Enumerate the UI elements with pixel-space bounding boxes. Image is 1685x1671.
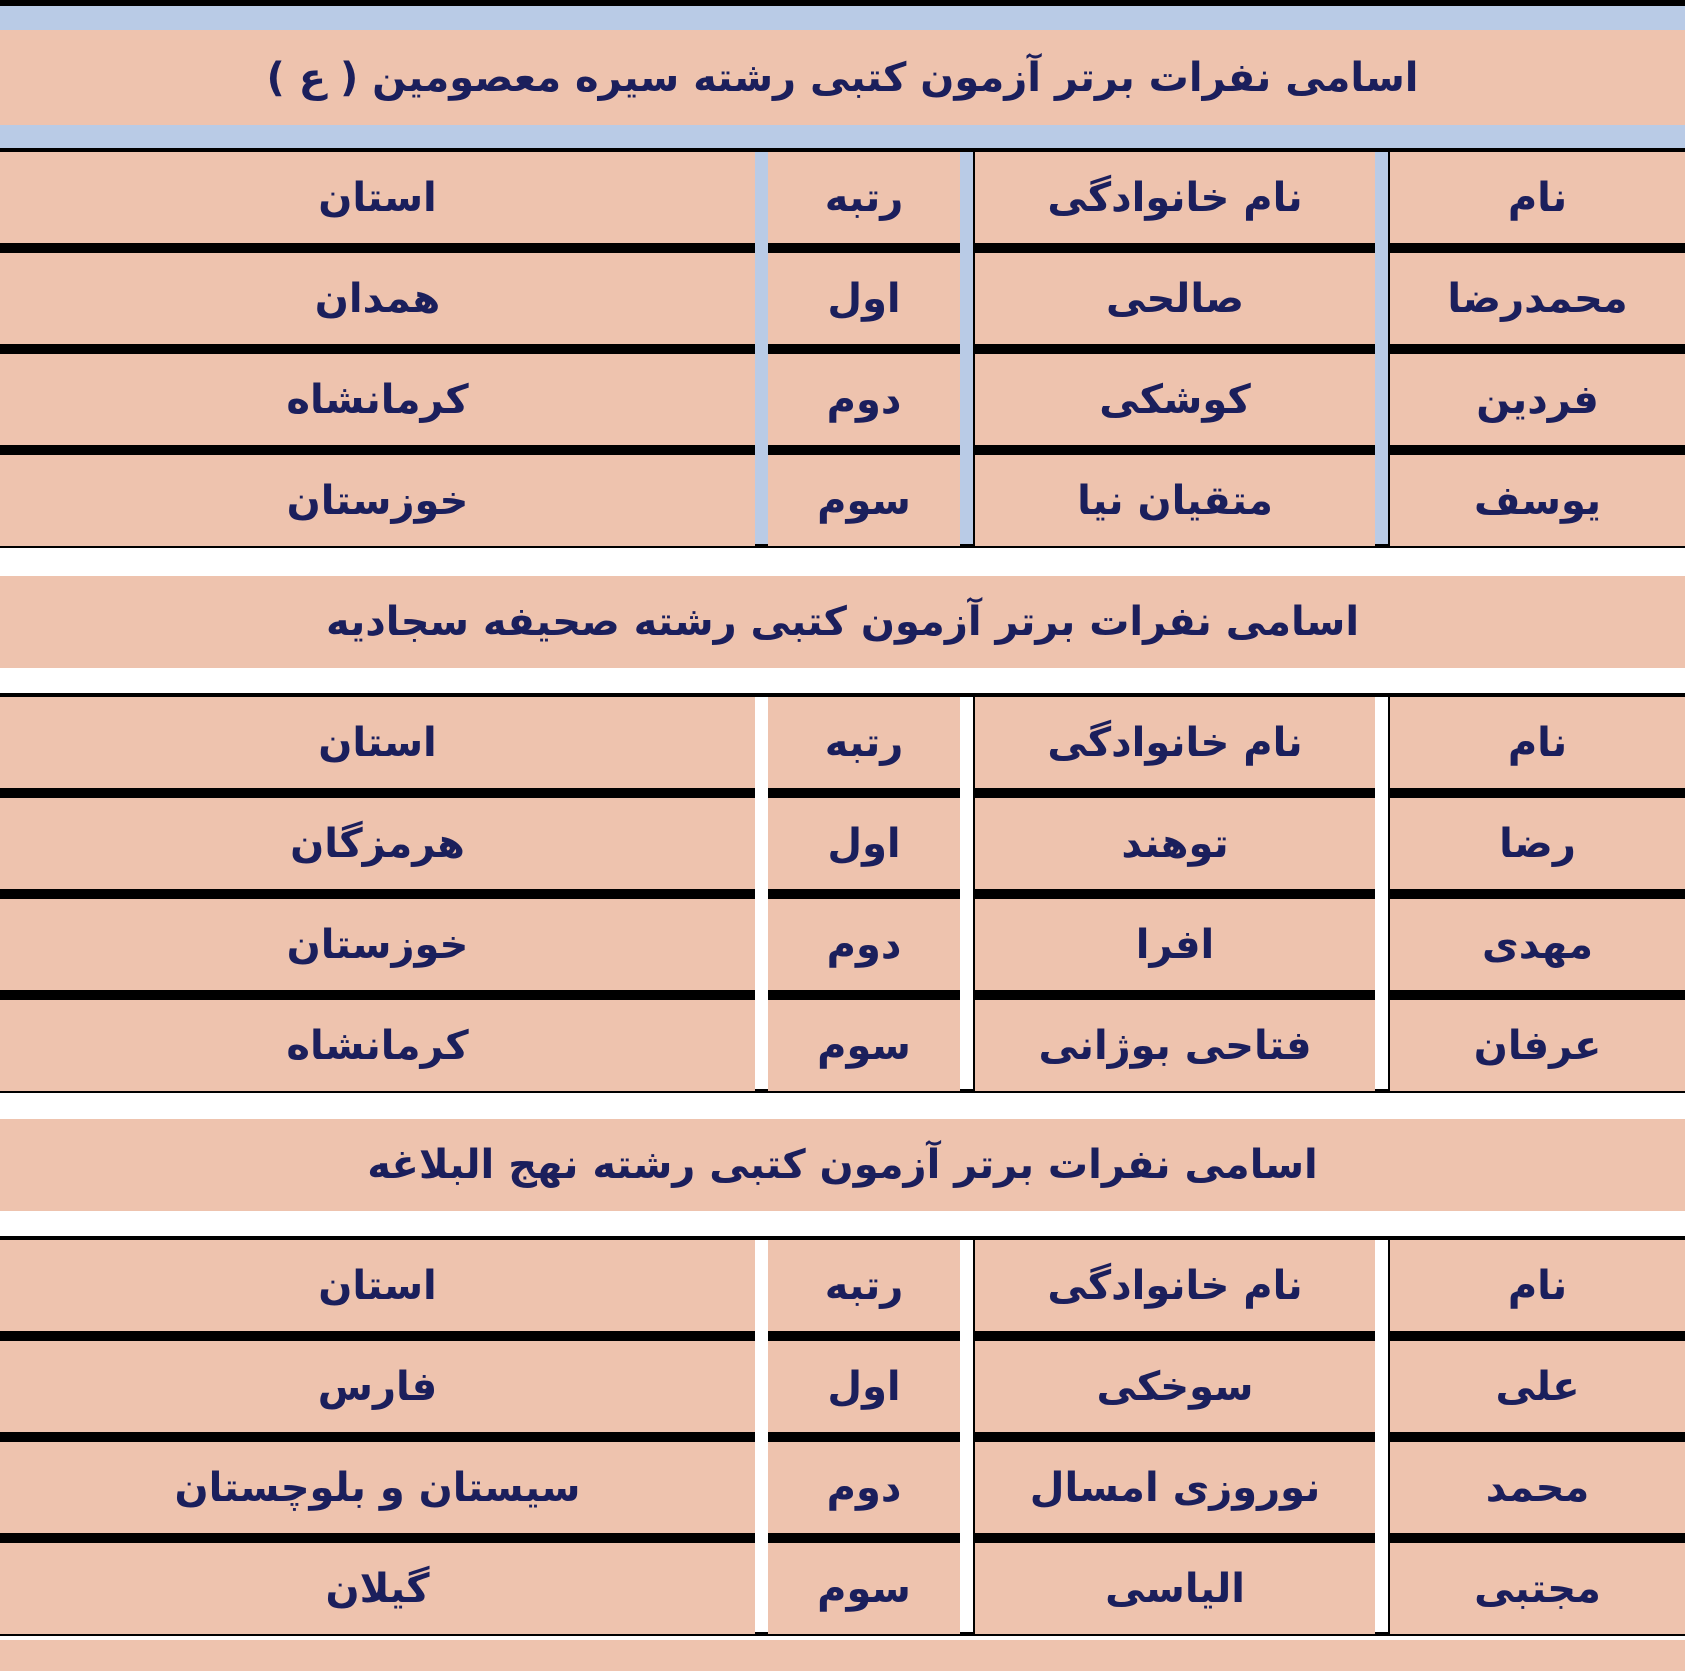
table-cell: کرمانشاه bbox=[0, 354, 755, 445]
table-cell: توهند bbox=[975, 798, 1375, 889]
table-header-cell: نام bbox=[1390, 1240, 1685, 1331]
column-strip bbox=[1375, 697, 1388, 1089]
table-header-cell: رتبه bbox=[768, 152, 960, 243]
table-cell: محمدرضا bbox=[1390, 253, 1685, 344]
table-cell: صالحی bbox=[975, 253, 1375, 344]
results-table bbox=[0, 148, 1685, 548]
section-title: اسامی نفرات برتر آزمون کتبی رشته صحیفه سجادیه bbox=[0, 576, 1685, 668]
table-header-cell: رتبه bbox=[768, 1240, 960, 1331]
table-header-cell: استان bbox=[0, 1240, 755, 1331]
table-cell: فتاحی بوژانی bbox=[975, 1000, 1375, 1091]
table-cell: فارس bbox=[0, 1341, 755, 1432]
table-header-cell: استان bbox=[0, 697, 755, 788]
table-cell: متقیان نیا bbox=[975, 455, 1375, 546]
table-cell: سوم bbox=[768, 1543, 960, 1634]
table-cell: الیاسی bbox=[975, 1543, 1375, 1634]
table-cell: مهدی bbox=[1390, 899, 1685, 990]
table-header-cell: نام خانوادگی bbox=[975, 1240, 1375, 1331]
table-cell: علی bbox=[1390, 1341, 1685, 1432]
table-cell: مجتبی bbox=[1390, 1543, 1685, 1634]
top-blue-band bbox=[0, 6, 1685, 30]
column-strip bbox=[960, 152, 973, 544]
table-header-cell: نام خانوادگی bbox=[975, 697, 1375, 788]
table-cell: عرفان bbox=[1390, 1000, 1685, 1091]
column-strip bbox=[755, 697, 768, 1089]
table-header-cell: رتبه bbox=[768, 697, 960, 788]
table-cell: سیستان و بلوچستان bbox=[0, 1442, 755, 1533]
section-title: اسامی نفرات برتر آزمون کتبی رشته سیره معصومین ( ع ) bbox=[0, 30, 1685, 125]
table-cell: رضا bbox=[1390, 798, 1685, 889]
table-cell: کرمانشاه bbox=[0, 1000, 755, 1091]
table-cell: دوم bbox=[768, 899, 960, 990]
results-table bbox=[0, 1236, 1685, 1636]
table-cell: سوم bbox=[768, 1000, 960, 1091]
table-cell: گیلان bbox=[0, 1543, 755, 1634]
column-strip bbox=[755, 1240, 768, 1632]
table-cell: همدان bbox=[0, 253, 755, 344]
section-blue-band bbox=[0, 125, 1685, 148]
table-cell: اول bbox=[768, 1341, 960, 1432]
table-cell: فردین bbox=[1390, 354, 1685, 445]
table-cell: سوخکی bbox=[975, 1341, 1375, 1432]
table-cell: هرمزگان bbox=[0, 798, 755, 889]
column-strip bbox=[755, 152, 768, 544]
table-cell: اول bbox=[768, 798, 960, 889]
results-table bbox=[0, 693, 1685, 1093]
table-cell: دوم bbox=[768, 354, 960, 445]
table-header-cell: نام bbox=[1390, 697, 1685, 788]
table-cell: نوروزی امسال bbox=[975, 1442, 1375, 1533]
table-cell: دوم bbox=[768, 1442, 960, 1533]
table-cell: خوزستان bbox=[0, 899, 755, 990]
table-header-cell: نام bbox=[1390, 152, 1685, 243]
column-strip bbox=[1375, 1240, 1388, 1632]
table-cell: افرا bbox=[975, 899, 1375, 990]
table-cell: سوم bbox=[768, 455, 960, 546]
column-strip bbox=[960, 697, 973, 1089]
column-strip bbox=[1375, 152, 1388, 544]
table-cell: یوسف bbox=[1390, 455, 1685, 546]
bottom-band bbox=[0, 1640, 1685, 1671]
table-cell: خوزستان bbox=[0, 455, 755, 546]
table-cell: محمد bbox=[1390, 1442, 1685, 1533]
section-title: اسامی نفرات برتر آزمون کتبی رشته نهج البلاغه bbox=[0, 1119, 1685, 1211]
column-strip bbox=[960, 1240, 973, 1632]
table-header-cell: نام خانوادگی bbox=[975, 152, 1375, 243]
table-cell: کوشکی bbox=[975, 354, 1375, 445]
table-header-cell: استان bbox=[0, 152, 755, 243]
table-cell: اول bbox=[768, 253, 960, 344]
